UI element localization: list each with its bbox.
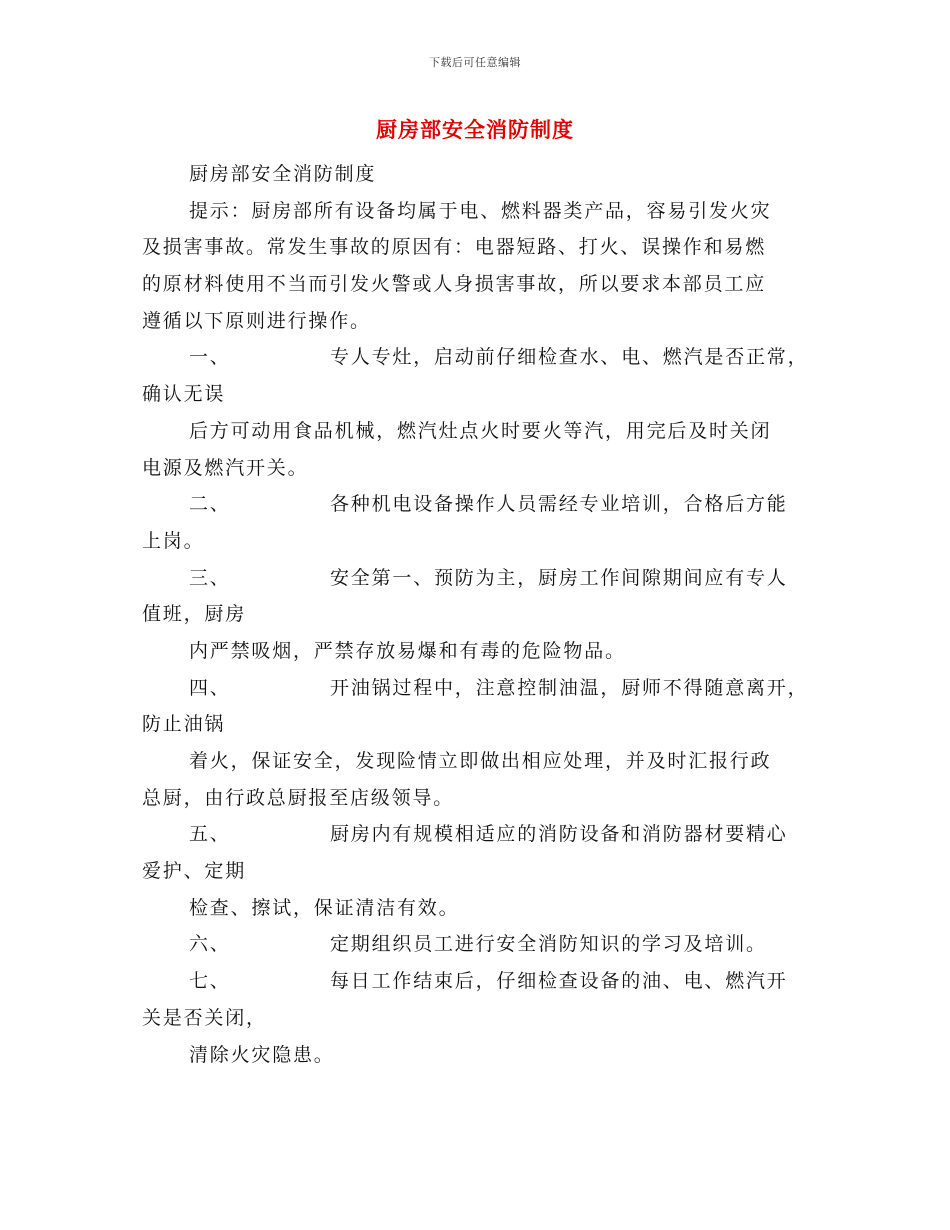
rule-item-4 bbox=[142, 670, 822, 707]
rule-text: 各种机电设备操作人员需经专业培训，合格后方能 bbox=[330, 493, 788, 516]
intro-line: 提示：厨房部所有设备均属于电、燃料器类产品，容易引发火灾 bbox=[189, 199, 772, 222]
rule-number: 三、 bbox=[189, 566, 231, 589]
rule-number: 五、 bbox=[189, 823, 231, 846]
rule-number: 七、 bbox=[189, 970, 231, 993]
rule-number: 二、 bbox=[189, 493, 231, 516]
rule-text: 安全第一、预防为主，厨房工作间隙期间应有专人 bbox=[330, 566, 788, 589]
rule-text-wrap: 防止油锅 bbox=[142, 713, 226, 736]
rule-text: 定期组织员工进行安全消防知识的学习及培训。 bbox=[330, 933, 767, 956]
rule-item-1 bbox=[142, 339, 822, 376]
document-title: 厨房部安全消防制度 bbox=[376, 117, 574, 142]
rule-text: 每日工作结束后，仔细检查设备的油、电、燃汽开 bbox=[330, 970, 788, 993]
rule-item-6 bbox=[142, 926, 822, 963]
rule-number: 一、 bbox=[189, 346, 231, 369]
subtitle: 厨房部安全消防制度 bbox=[189, 163, 377, 185]
rule-item-3 bbox=[142, 560, 822, 597]
rule-text-continued: 清除火灾隐患。 bbox=[189, 1043, 335, 1066]
rule-text-wrap: 电源及燃汽开关。 bbox=[142, 456, 309, 479]
rule-item-2 bbox=[142, 486, 822, 523]
header-note: 下载后可任意编辑 bbox=[429, 56, 521, 69]
intro-line: 及损害事故。常发生事故的原因有：电器短路、打火、误操作和易燃 bbox=[142, 236, 767, 259]
intro-line: 遵循以下原则进行操作。 bbox=[142, 309, 371, 332]
rule-text-continued: 检查、擦试，保证清洁有效。 bbox=[189, 896, 460, 919]
rule-number: 四、 bbox=[189, 676, 231, 699]
rule-number: 六、 bbox=[189, 933, 231, 956]
rule-text-wrap: 上岗。 bbox=[142, 529, 205, 552]
rule-text-wrap: 关是否关闭， bbox=[142, 1006, 267, 1029]
rule-text-wrap: 爱护、定期 bbox=[142, 860, 247, 883]
rule-text: 专人专灶，启动前仔细检查水、电、燃汽是否正常， bbox=[330, 346, 809, 369]
rule-text-wrap: 总厨，由行政总厨报至店级领导。 bbox=[142, 786, 455, 809]
rule-text: 开油锅过程中，注意控制油温，厨师不得随意离开， bbox=[330, 676, 809, 699]
rule-item-7 bbox=[142, 963, 822, 1000]
intro-line: 的原材料使用不当而引发火警或人身损害事故，所以要求本部员工应 bbox=[142, 273, 767, 296]
rule-text-continued: 内严禁吸烟，严禁存放易爆和有毒的危险物品。 bbox=[189, 639, 626, 662]
rule-text: 厨房内有规模相适应的消防设备和消防器材要精心 bbox=[330, 823, 788, 846]
rule-text-continued: 后方可动用食品机械，燃汽灶点火时要火等汽，用完后及时关闭 bbox=[189, 419, 772, 442]
document-body bbox=[142, 156, 822, 1073]
rule-text-wrap: 确认无误 bbox=[142, 383, 226, 406]
rule-text-continued: 着火，保证安全，发现险情立即做出相应处理，并及时汇报行政 bbox=[189, 750, 772, 772]
rule-item-5 bbox=[142, 816, 822, 853]
rule-text-wrap: 值班，厨房 bbox=[142, 603, 247, 626]
